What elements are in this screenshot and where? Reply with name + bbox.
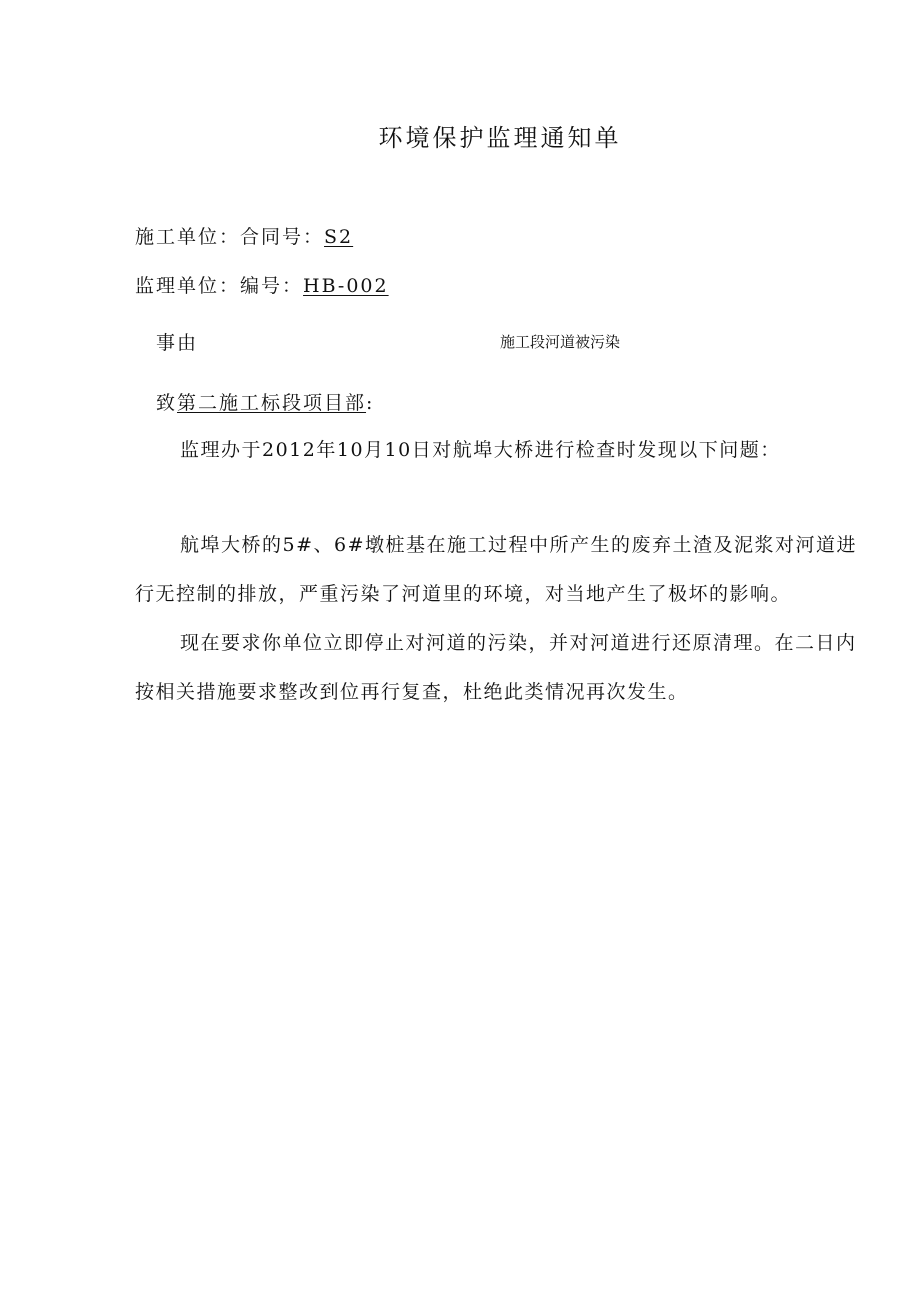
serial-no-value: HB-002 — [303, 275, 389, 297]
reason-label: 事由 — [156, 332, 199, 354]
construction-unit-row — [135, 222, 353, 249]
recipient-name: 第二施工标段项目部 — [177, 392, 367, 414]
document-title: 环境保护监理通知单 — [378, 124, 622, 152]
problem-paragraph: 航埠大桥的5#、6#墩桩基在施工过程中所产生的废弃土渣及泥浆对河道进行无控制的排放，严重污染了河道里的环境，对当地产生了极坏的影响。 — [135, 534, 858, 605]
recipient-row — [156, 388, 374, 415]
to-prefix: 致 — [156, 392, 178, 414]
supervision-unit-row — [135, 271, 389, 298]
reason-value: 施工段河道被污染 — [500, 333, 621, 351]
requirement-paragraph: 现在要求你单位立即停止对河道的污染，并对河道进行还原清理。在二日内按相关措施要求整改到位再行复查，杜绝此类情况再次发生。 — [135, 632, 857, 703]
contract-no-label: 合同号： — [240, 226, 325, 248]
to-suffix: : — [366, 392, 375, 414]
construction-unit-label: 施工单位： — [135, 226, 241, 248]
contract-no-value: S2 — [324, 226, 354, 248]
intro-paragraph: 监理办于2012年10月10日对航埠大桥进行检查时发现以下问题： — [180, 439, 781, 461]
supervision-unit-label: 监理单位： — [135, 275, 241, 297]
serial-no-label: 编号： — [240, 275, 304, 297]
